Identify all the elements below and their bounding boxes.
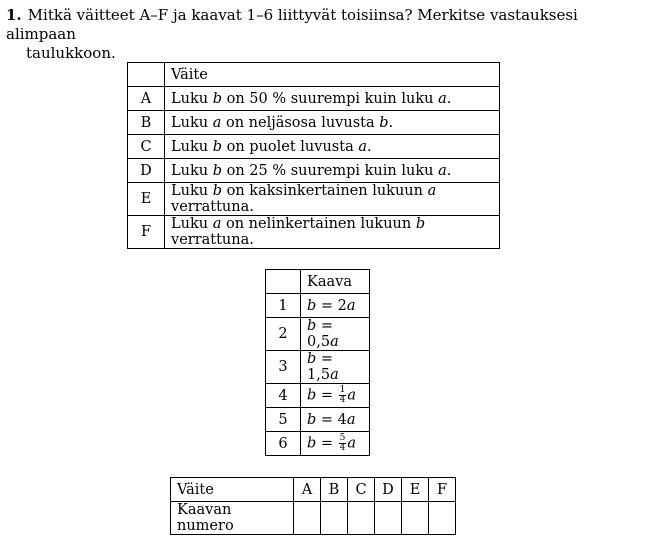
statement-variable: b: [379, 114, 389, 131]
answer-column-letter: C: [348, 478, 375, 502]
statement-variable: a: [438, 162, 447, 179]
statement-text-mid: on kaksinkertainen lukuun: [222, 183, 428, 199]
question-text: [6, 6, 636, 63]
statement-text-pre: Luku: [171, 183, 213, 199]
statement-text-mid: on 25 % suurempi kuin luku: [222, 162, 439, 179]
formula-text: [301, 432, 370, 456]
formula-row: [266, 384, 370, 408]
statement-key: E: [128, 183, 165, 216]
fraction-numerator: 1: [339, 385, 346, 395]
formula-row: [266, 351, 370, 384]
formula-equals: =: [316, 387, 338, 404]
statement-variable: b: [415, 216, 426, 232]
formulas-header-label: Kaava: [301, 270, 370, 294]
answer-input-cell[interactable]: [375, 502, 402, 535]
statement-text: [165, 111, 500, 135]
formula-row: [266, 318, 370, 351]
statement-text-post: verrattuna.: [171, 232, 254, 248]
statement-text: [165, 183, 500, 216]
formula-row: [266, 408, 370, 432]
statement-variable: b: [212, 90, 222, 107]
statement-text-mid: on puolet luvusta: [222, 138, 359, 155]
statement-text: [165, 216, 500, 249]
formula-key: 1: [266, 294, 301, 318]
statement-text-post: .: [366, 138, 372, 155]
answer-input-cell[interactable]: [348, 502, 375, 535]
statement-key: C: [128, 135, 165, 159]
answer-statement-row: [171, 478, 456, 502]
statement-text-post: .: [446, 90, 452, 107]
fraction-numerator: 5: [339, 433, 346, 443]
formula-text: [301, 351, 370, 384]
answer-input-cell[interactable]: [294, 502, 321, 535]
statement-row: [128, 159, 500, 183]
formula-equals: =: [316, 411, 338, 428]
formula-text: [301, 408, 370, 432]
statement-variable: a: [212, 216, 222, 232]
formula-lhs: b: [307, 387, 317, 404]
statement-text: [165, 159, 500, 183]
formula-fraction: [339, 434, 347, 453]
statement-row: [128, 135, 500, 159]
statement-text-pre: Luku: [171, 138, 213, 155]
formula-key: 5: [266, 408, 301, 432]
answer-column-letter: F: [429, 478, 456, 502]
answer-statement-label: Väite: [171, 478, 294, 502]
formulas-body: [266, 294, 370, 456]
formula-key: 6: [266, 432, 301, 456]
statement-row: [128, 216, 500, 249]
statement-text-pre: Luku: [171, 216, 213, 232]
statement-row: [128, 87, 500, 111]
statement-variable: a: [358, 138, 367, 155]
statement-key: F: [128, 216, 165, 249]
statement-row: [128, 111, 500, 135]
statement-key: D: [128, 159, 165, 183]
statement-text-post: .: [446, 162, 452, 179]
formula-equals: =: [316, 318, 334, 334]
formula-key: 3: [266, 351, 301, 384]
statement-text-pre: Luku: [171, 90, 213, 107]
answer-table: [170, 477, 456, 535]
statement-text-mid: on neljäsosa luvusta: [221, 114, 380, 131]
formula-lhs: b: [307, 411, 317, 428]
formula-equals: =: [316, 297, 338, 314]
answer-column-letter: B: [321, 478, 348, 502]
question-number: 1.: [6, 6, 22, 24]
statement-text-post: verrattuna.: [171, 199, 254, 215]
answer-formula-row: [171, 502, 456, 535]
statement-text-mid: on nelinkertainen lukuun: [221, 216, 416, 232]
formula-coefficient: 2: [337, 297, 347, 314]
statement-variable: a: [438, 90, 447, 107]
formula-key: 4: [266, 384, 301, 408]
formula-rhs: a: [347, 435, 357, 452]
formula-coefficient: 0,5: [307, 334, 331, 350]
answer-input-cell[interactable]: [402, 502, 429, 535]
answer-input-cell[interactable]: [429, 502, 456, 535]
statement-text: [165, 135, 500, 159]
question-line-2: taulukkoon.: [26, 44, 116, 62]
statement-variable: a: [427, 183, 437, 199]
statement-key: A: [128, 87, 165, 111]
statement-text-post: .: [388, 114, 394, 131]
statement-text-pre: Luku: [171, 162, 213, 179]
formula-text: [301, 318, 370, 351]
formula-rhs: a: [330, 367, 339, 383]
formula-coefficient: 4: [337, 411, 347, 428]
formula-key: 2: [266, 318, 301, 351]
formula-text: [301, 384, 370, 408]
statement-variable: b: [212, 138, 222, 155]
formula-coefficient: 1,5: [307, 367, 331, 383]
statements-header-key: [128, 63, 165, 87]
statement-variable: b: [212, 162, 222, 179]
answer-input-cell[interactable]: [321, 502, 348, 535]
formula-lhs: b: [307, 435, 317, 452]
formula-lhs: b: [307, 351, 317, 367]
answer-column-letter: E: [402, 478, 429, 502]
statements-body: [128, 87, 500, 249]
statement-text-mid: on 50 % suurempi kuin luku: [222, 90, 439, 107]
formulas-header-key: [266, 270, 301, 294]
statement-row: [128, 183, 500, 216]
formula-lhs: b: [307, 297, 317, 314]
formula-equals: =: [316, 351, 334, 367]
fraction-denominator: 4: [339, 395, 346, 405]
question-line-1: Mitkä väitteet A–F ja kaavat 1–6 liittyvät toisiinsa? Merkitse vastauksesi alimpaan: [6, 6, 578, 43]
statement-key: B: [128, 111, 165, 135]
statement-variable: a: [212, 114, 222, 131]
answer-column-letter: D: [375, 478, 402, 502]
answer-column-letter: A: [294, 478, 321, 502]
formula-rhs: a: [346, 297, 356, 314]
formula-equals: =: [316, 435, 338, 452]
formula-rhs: a: [330, 334, 339, 350]
formula-row: [266, 432, 370, 456]
statement-text-pre: Luku: [171, 114, 213, 131]
statement-text: [165, 87, 500, 111]
formula-rhs: a: [347, 387, 357, 404]
fraction-denominator: 4: [339, 443, 346, 453]
formula-rhs: a: [346, 411, 356, 428]
statements-header-label: Väite: [165, 63, 500, 87]
statement-variable: b: [212, 183, 222, 199]
formulas-header-row: [266, 270, 370, 294]
formula-row: [266, 294, 370, 318]
answer-formula-label: Kaavan numero: [171, 502, 294, 535]
formulas-table: [265, 269, 370, 456]
formula-lhs: b: [307, 318, 317, 334]
formula-text: [301, 294, 370, 318]
formula-fraction: [339, 386, 347, 405]
statements-table: [127, 62, 500, 249]
statements-header-row: [128, 63, 500, 87]
